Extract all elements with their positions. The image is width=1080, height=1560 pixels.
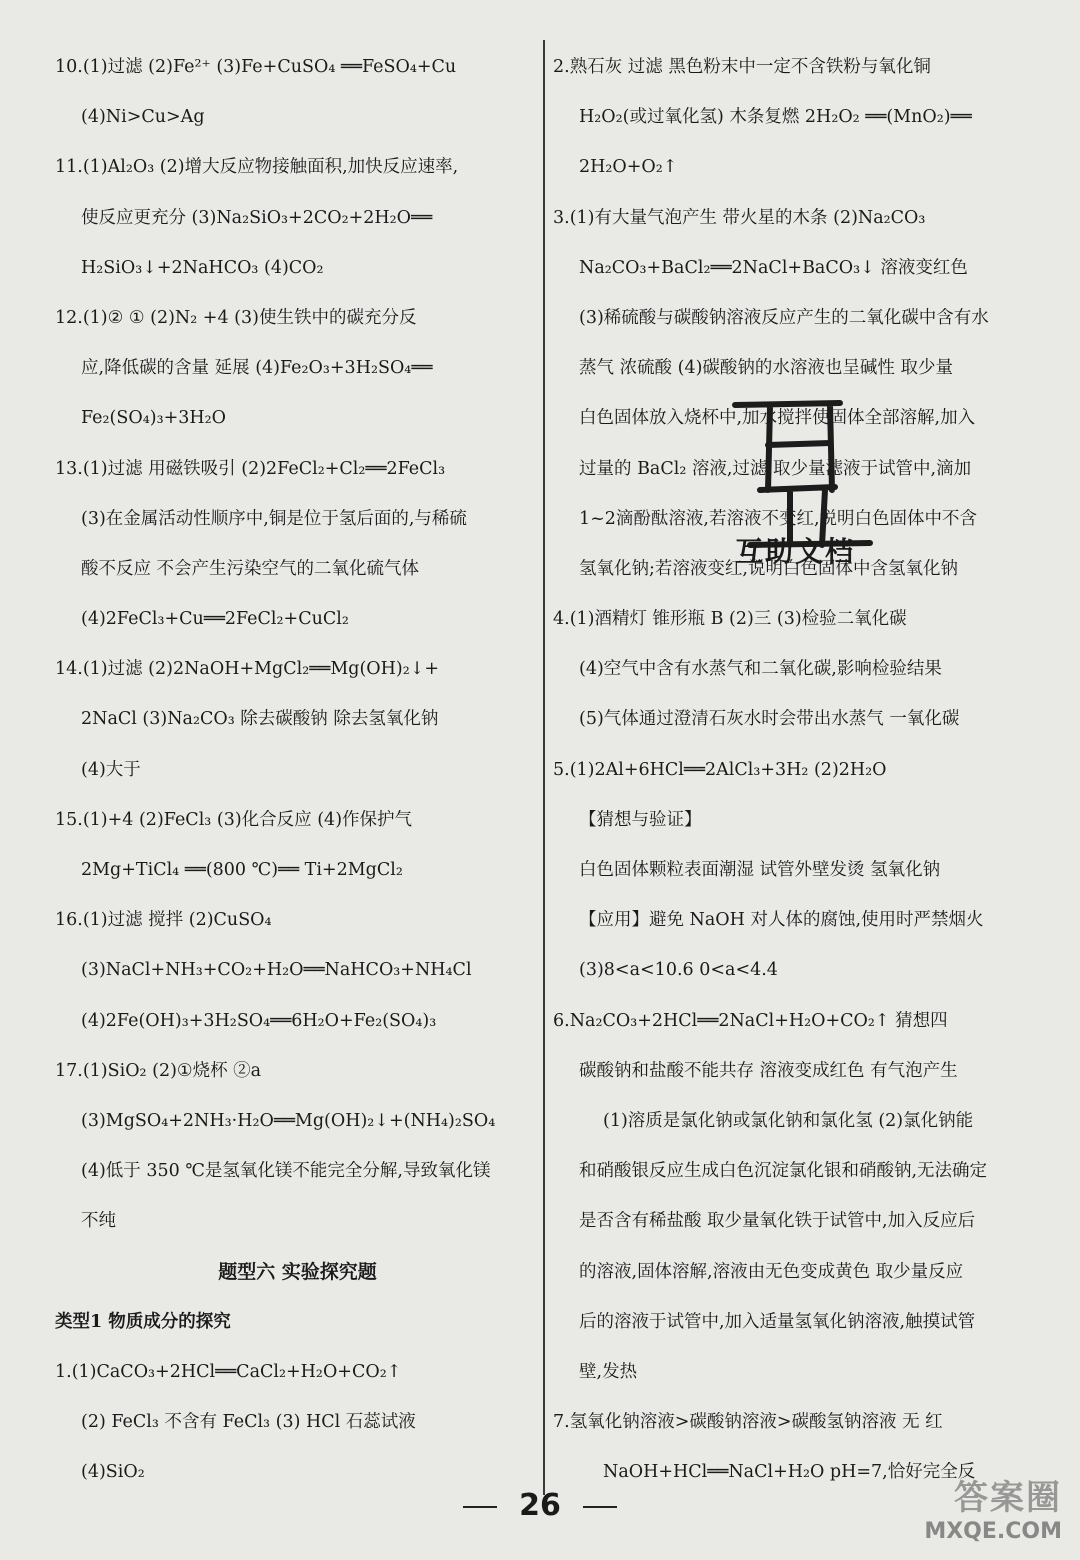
answer-line: 11.(1)Al₂O₃ (2)增大反应物接触面积,加快反应速率, — [55, 157, 459, 178]
answer-line: 壁,发热 — [579, 1361, 638, 1382]
answer-line: 类型1 物质成分的探究 — [55, 1311, 231, 1332]
answer-line: 和硝酸银反应生成白色沉淀氯化银和硝酸钠,无法确定 — [579, 1161, 988, 1182]
answer-line: (4)2Fe(OH)₃+3H₂SO₄══6H₂O+Fe₂(SO₄)₃ — [81, 1010, 437, 1031]
answer-line: 是否含有稀盐酸 取少量氧化铁于试管中,加入反应后 — [579, 1211, 976, 1232]
answer-line: 氢氧化钠;若溶液变红,说明白色固体中含氢氧化钠 — [579, 558, 958, 579]
answer-line: 4.(1)酒精灯 锥形瓶 B (2)三 (3)检验二氧化碳 — [553, 609, 907, 630]
answer-line: 的溶液,固体溶解,溶液由无色变成黄色 取少量反应 — [579, 1261, 964, 1282]
corner-logo-url: MXQE.COM — [924, 1519, 1062, 1544]
answer-line: (3)8<a<10.6 0<a<4.4 — [579, 960, 778, 981]
answer-line: 白色固体放入烧杯中,加水搅拌使固体全部溶解,加入 — [579, 408, 976, 429]
right-column — [553, 42, 1058, 1497]
answer-line: NaOH+HCl══NaCl+H₂O pH=7,恰好完全反 — [603, 1462, 976, 1483]
column-divider — [543, 40, 545, 1495]
answer-line: (4)低于 350 ℃是氢氧化镁不能完全分解,导致氧化镁 — [81, 1161, 491, 1182]
answer-line: (4)大于 — [81, 759, 141, 780]
answer-line: (3)MgSO₄+2NH₃·H₂O══Mg(OH)₂↓+(NH₄)₂SO₄ — [81, 1110, 496, 1131]
answer-line: 【应用】避免 NaOH 对人体的腐蚀,使用时严禁烟火 — [579, 910, 984, 931]
answer-line: 应,降低碳的含量 延展 (4)Fe₂O₃+3H₂SO₄══ — [81, 358, 433, 379]
answer-line: 后的溶液于试管中,加入适量氢氧化钠溶液,触摸试管 — [579, 1311, 976, 1332]
answer-line: 17.(1)SiO₂ (2)①烧杯 ②a — [55, 1060, 262, 1081]
left-column — [55, 42, 540, 1497]
answer-line: 1.(1)CaCO₃+2HCl══CaCl₂+H₂O+CO₂↑ — [55, 1361, 402, 1382]
answer-line: 7.氢氧化钠溶液>碳酸钠溶液>碳酸氢钠溶液 无 红 — [553, 1412, 943, 1433]
answer-line: 16.(1)过滤 搅拌 (2)CuSO₄ — [55, 910, 272, 931]
answer-line: 题型六 实验探究题 — [218, 1260, 377, 1283]
answer-line: 2Mg+TiCl₄ ══(800 ℃)══ Ti+2MgCl₂ — [81, 860, 403, 880]
footer-dash-right — [583, 1506, 617, 1508]
watermark-text: 互助文档 — [735, 535, 856, 568]
answer-line: (5)气体通过澄清石灰水时会带出水蒸气 一氧化碳 — [579, 709, 960, 730]
answer-line: (4)空气中含有水蒸气和二氧化碳,影响检验结果 — [579, 659, 942, 680]
answer-line: 过量的 BaCl₂ 溶液,过滤,取少量滤液于试管中,滴加 — [579, 458, 972, 479]
answer-line: Na₂CO₃+BaCl₂══2NaCl+BaCO₃↓ 溶液变红色 — [579, 257, 968, 278]
answer-line: 15.(1)+4 (2)FeCl₃ (3)化合反应 (4)作保护气 — [55, 809, 413, 830]
answer-line: 14.(1)过滤 (2)2NaOH+MgCl₂══Mg(OH)₂↓+ — [55, 659, 440, 680]
answer-line: H₂SiO₃↓+2NaHCO₃ (4)CO₂ — [81, 257, 324, 278]
answer-line: 12.(1)② ① (2)N₂ +4 (3)使生铁中的碳充分反 — [55, 307, 417, 328]
answer-line: 不纯 — [81, 1211, 116, 1232]
answer-line: (3)在金属活动性顺序中,铜是位于氢后面的,与稀硫 — [81, 508, 467, 529]
answer-line: 白色固体颗粒表面潮湿 试管外壁发烫 氢氧化钠 — [579, 860, 941, 880]
answer-line: H₂O₂(或过氧化氢) 木条复燃 2H₂O₂ ══(MnO₂)══ — [579, 107, 972, 128]
answer-line: (3)NaCl+NH₃+CO₂+H₂O══NaHCO₃+NH₄Cl — [81, 960, 472, 981]
answer-line: 蒸气 浓硫酸 (4)碳酸钠的水溶液也呈碱性 取少量 — [579, 358, 953, 379]
answer-line: (2) FeCl₃ 不含有 FeCl₃ (3) HCl 石蕊试液 — [81, 1412, 416, 1433]
answer-line: (3)稀硫酸与碳酸钠溶液反应产生的二氧化碳中含有水 — [579, 307, 989, 328]
answer-line: 2NaCl (3)Na₂CO₃ 除去碳酸钠 除去氢氧化钠 — [81, 709, 439, 730]
answer-line: (1)溶质是氯化钠或氯化钠和氯化氢 (2)氯化钠能 — [603, 1110, 974, 1131]
answer-line: 碳酸钠和盐酸不能共存 溶液变成红色 有气泡产生 — [579, 1060, 958, 1081]
footer-dash-left — [463, 1506, 497, 1508]
answer-line: 13.(1)过滤 用磁铁吸引 (2)2FeCl₂+Cl₂══2FeCl₃ — [55, 458, 446, 479]
answer-line: 1~2滴酚酞溶液,若溶液不变红,说明白色固体中不含 — [579, 508, 978, 529]
answer-line: 使反应更充分 (3)Na₂SiO₃+2CO₂+2H₂O══ — [81, 207, 433, 228]
answer-line: 酸不反应 不会产生污染空气的二氧化硫气体 — [81, 558, 420, 579]
answer-line: 5.(1)2Al+6HCl══2AlCl₃+3H₂ (2)2H₂O — [553, 759, 887, 780]
answer-line: (4)Ni>Cu>Ag — [81, 107, 205, 128]
answer-line: 【猜想与验证】 — [579, 809, 702, 830]
answer-line: 6.Na₂CO₃+2HCl══2NaCl+H₂O+CO₂↑ 猜想四 — [553, 1010, 948, 1031]
page-number: 26 — [519, 1488, 561, 1523]
corner-logo — [912, 1470, 1062, 1550]
answer-line: 2H₂O+O₂↑ — [579, 157, 678, 178]
answer-line: (4)2FeCl₃+Cu══2FeCl₂+CuCl₂ — [81, 609, 349, 630]
answer-line: 3.(1)有大量气泡产生 带火星的木条 (2)Na₂CO₃ — [553, 207, 926, 228]
corner-logo-title: 答案圈 — [954, 1478, 1062, 1518]
answer-line: Fe₂(SO₄)₃+3H₂O — [81, 408, 226, 429]
answer-line: 2.熟石灰 过滤 黑色粉末中一定不含铁粉与氧化铜 — [553, 57, 931, 77]
answer-line: (4)SiO₂ — [81, 1462, 145, 1483]
answer-line: 10.(1)过滤 (2)Fe²⁺ (3)Fe+CuSO₄ ══FeSO₄+Cu — [55, 57, 457, 77]
